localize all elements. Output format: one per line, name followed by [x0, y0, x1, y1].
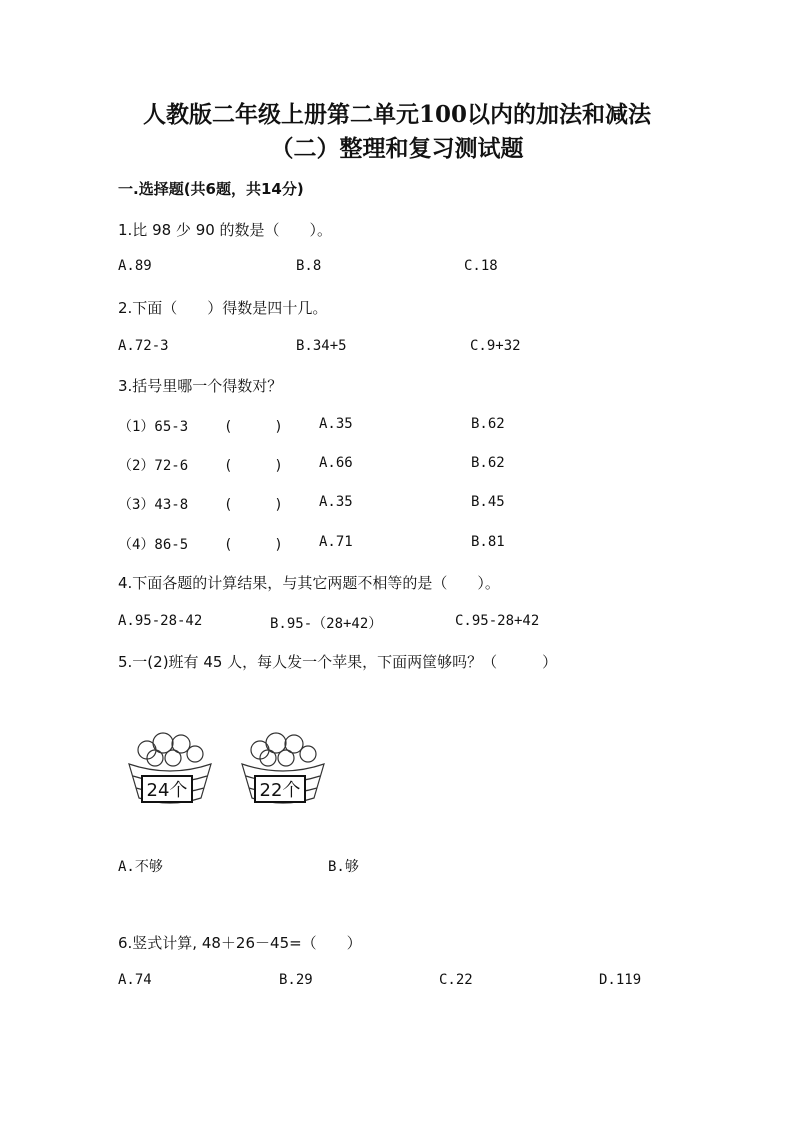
q6-option-b: B.29	[279, 972, 313, 988]
q1-option-a: A.89	[118, 258, 152, 274]
q3-row4-option-b: B.81	[471, 534, 505, 550]
q4-option-b: B.95-（28+42）	[270, 616, 383, 632]
q6-option-a: A.74	[118, 972, 152, 988]
q6-option-d: D.119	[599, 972, 642, 988]
q5-option-b: B.够	[328, 859, 359, 875]
apple-basket-1-image	[125, 728, 215, 808]
q3-row1-blank: ( )	[224, 419, 283, 435]
question-6: 6.竖式计算, 48＋26－45=（ ）	[118, 934, 362, 952]
q2-option-a: A.72-3	[118, 338, 169, 354]
q6-option-c: C.22	[439, 972, 473, 988]
q4-option-a: A.95-28-42	[118, 613, 203, 629]
q1-option-b: B.8	[296, 258, 322, 274]
q3-row1-option-b: B.62	[471, 416, 505, 432]
q3-row1-option-a: A.35	[319, 416, 353, 432]
q3-row2-expr: （2）72-6	[118, 458, 189, 474]
q1-option-c: C.18	[464, 258, 498, 274]
q3-row4-expr: （4）86-5	[118, 537, 189, 553]
q3-row3-option-a: A.35	[319, 494, 353, 510]
question-1: 1.比 98 少 90 的数是（ ）。	[118, 221, 333, 239]
q3-row3-blank: ( )	[224, 497, 283, 513]
basket-2-label: 22个	[259, 780, 301, 801]
q3-row4-option-a: A.71	[319, 534, 353, 550]
question-2: 2.下面（ ）得数是四十几。	[118, 299, 328, 317]
q3-row3-option-b: B.45	[471, 494, 505, 510]
q5-option-a: A.不够	[118, 859, 163, 875]
section-heading: 一.选择题(共6题，共14分)	[118, 180, 304, 198]
q3-row2-blank: ( )	[224, 458, 283, 474]
page-title-line1: 人教版二年级上册第二单元100以内的加法和减法	[142, 101, 651, 128]
q3-row3-expr: （3）43-8	[118, 497, 189, 513]
question-4: 4.下面各题的计算结果，与其它两题不相等的是（ ）。	[118, 574, 500, 592]
q4-option-c: C.95-28+42	[455, 613, 540, 629]
question-5: 5.一(2)班有 45 人，每人发一个苹果，下面两筐够吗？（ ）	[118, 653, 558, 671]
q3-row2-option-b: B.62	[471, 455, 505, 471]
q2-option-c: C.9+32	[470, 338, 521, 354]
q3-row4-blank: ( )	[224, 537, 283, 553]
q2-option-b: B.34+5	[296, 338, 347, 354]
apple-basket-2-image	[238, 728, 328, 808]
basket-1-label: 24个	[146, 780, 188, 801]
q3-row1-expr: （1）65-3	[118, 419, 189, 435]
question-3: 3.括号里哪一个得数对？	[118, 377, 283, 395]
page-title-line2: （二）整理和复习测试题	[270, 135, 524, 162]
q3-row2-option-a: A.66	[319, 455, 353, 471]
